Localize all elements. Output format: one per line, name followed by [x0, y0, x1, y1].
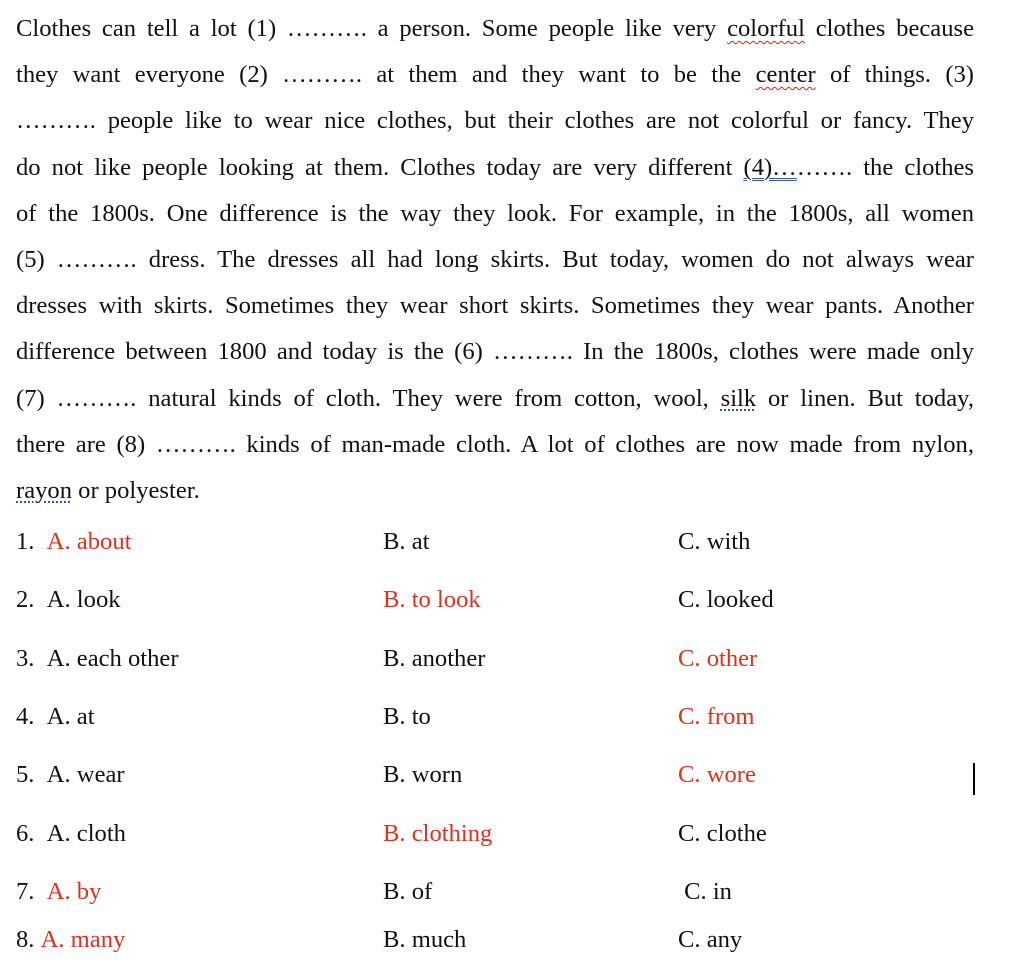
option-a: A. at — [46, 703, 95, 730]
option-c: C. any — [678, 926, 743, 953]
underlined-word: rayon — [16, 476, 72, 504]
option-b: B. much — [383, 926, 467, 953]
option-c: C. looked — [678, 586, 774, 613]
question-number: 2. — [16, 586, 35, 613]
question-row-8 — [16, 920, 1006, 960]
reading-passage — [16, 6, 974, 514]
question-item — [16, 697, 95, 737]
passage-line-11: rayon or polyester. — [16, 476, 200, 504]
option-b: B. clothing — [383, 820, 493, 847]
question-row-2 — [16, 580, 1006, 620]
question-row-6 — [16, 814, 1006, 854]
question-number: 5. — [16, 761, 35, 788]
question-item — [16, 872, 101, 912]
option-a: A. wear — [46, 761, 125, 788]
question-item — [16, 522, 131, 562]
passage-line-8: difference between 1800 and today is the (6) ………. In the 1800s, clothes were made only — [16, 338, 974, 366]
question-number: 4. — [16, 703, 35, 730]
passage-line-4: do not like people looking at them. Clothes today are very different (4)………. the clothes — [16, 153, 975, 181]
option-c: C. other — [678, 645, 758, 672]
option-b: B. another — [383, 645, 486, 672]
option-c: C. in — [678, 878, 732, 905]
option-a: A. many — [40, 926, 126, 953]
passage-line-7: dresses with skirts. Sometimes they wear short skirts. Sometimes they wear pants. Another — [16, 292, 974, 320]
option-b: B. worn — [383, 761, 463, 788]
option-a: A. each other — [46, 645, 179, 672]
question-number: 6. — [16, 820, 35, 847]
question-item — [16, 920, 125, 960]
question-item — [16, 639, 179, 679]
option-a: A. by — [46, 878, 102, 905]
option-a: A. look — [46, 586, 121, 613]
underlined-word: colorful — [727, 15, 805, 42]
question-row-1 — [16, 522, 1006, 562]
question-row-7 — [16, 872, 1006, 912]
passage-line-1: Clothes can tell a lot (1) ………. a person. Some people like very colorful clothes because — [16, 15, 974, 42]
passage-line-2: they want everyone (2) ………. at them and they want to be the center of things. (3) — [16, 61, 974, 89]
question-number: 1. — [16, 528, 35, 555]
question-item — [16, 755, 125, 795]
question-number: 7. — [16, 878, 35, 905]
underlined-blank: (4)… — [743, 153, 797, 181]
option-c: C. with — [678, 528, 751, 555]
question-item — [16, 580, 121, 620]
passage-line-5: of the 1800s. One difference is the way they look. For example, in the 1800s, all women — [16, 199, 974, 227]
option-c: C. clothe — [678, 820, 767, 847]
option-b: B. at — [383, 528, 430, 555]
option-b: B. to look — [383, 586, 481, 613]
question-row-4 — [16, 697, 1006, 737]
passage-line-9: (7) ………. natural kinds of cloth. They were from cotton, wool, silk or linen. But today, — [16, 384, 974, 412]
question-number: 8. — [16, 926, 35, 953]
option-a: A. about — [46, 528, 132, 555]
question-row-5 — [16, 755, 1006, 795]
passage-line-3: ………. people like to wear nice clothes, but their clothes are not colorful or fancy. They — [16, 107, 974, 135]
underlined-word: silk — [720, 384, 757, 412]
question-item — [16, 814, 126, 854]
question-number: 3. — [16, 645, 35, 672]
option-c: C. wore — [678, 761, 756, 788]
passage-line-6: (5) ………. dress. The dresses all had long skirts. But today, women do not always wear — [16, 245, 974, 273]
underlined-word: center — [755, 61, 816, 89]
passage-line-10: there are (8) ………. kinds of man-made cloth. A lot of clothes are now made from nylon, — [16, 430, 974, 458]
option-b: B. to — [383, 703, 431, 730]
option-c: C. from — [678, 703, 755, 730]
option-a: A. cloth — [46, 820, 126, 847]
text-cursor — [973, 763, 975, 795]
question-row-3 — [16, 639, 1006, 679]
option-b: B. of — [383, 878, 433, 905]
